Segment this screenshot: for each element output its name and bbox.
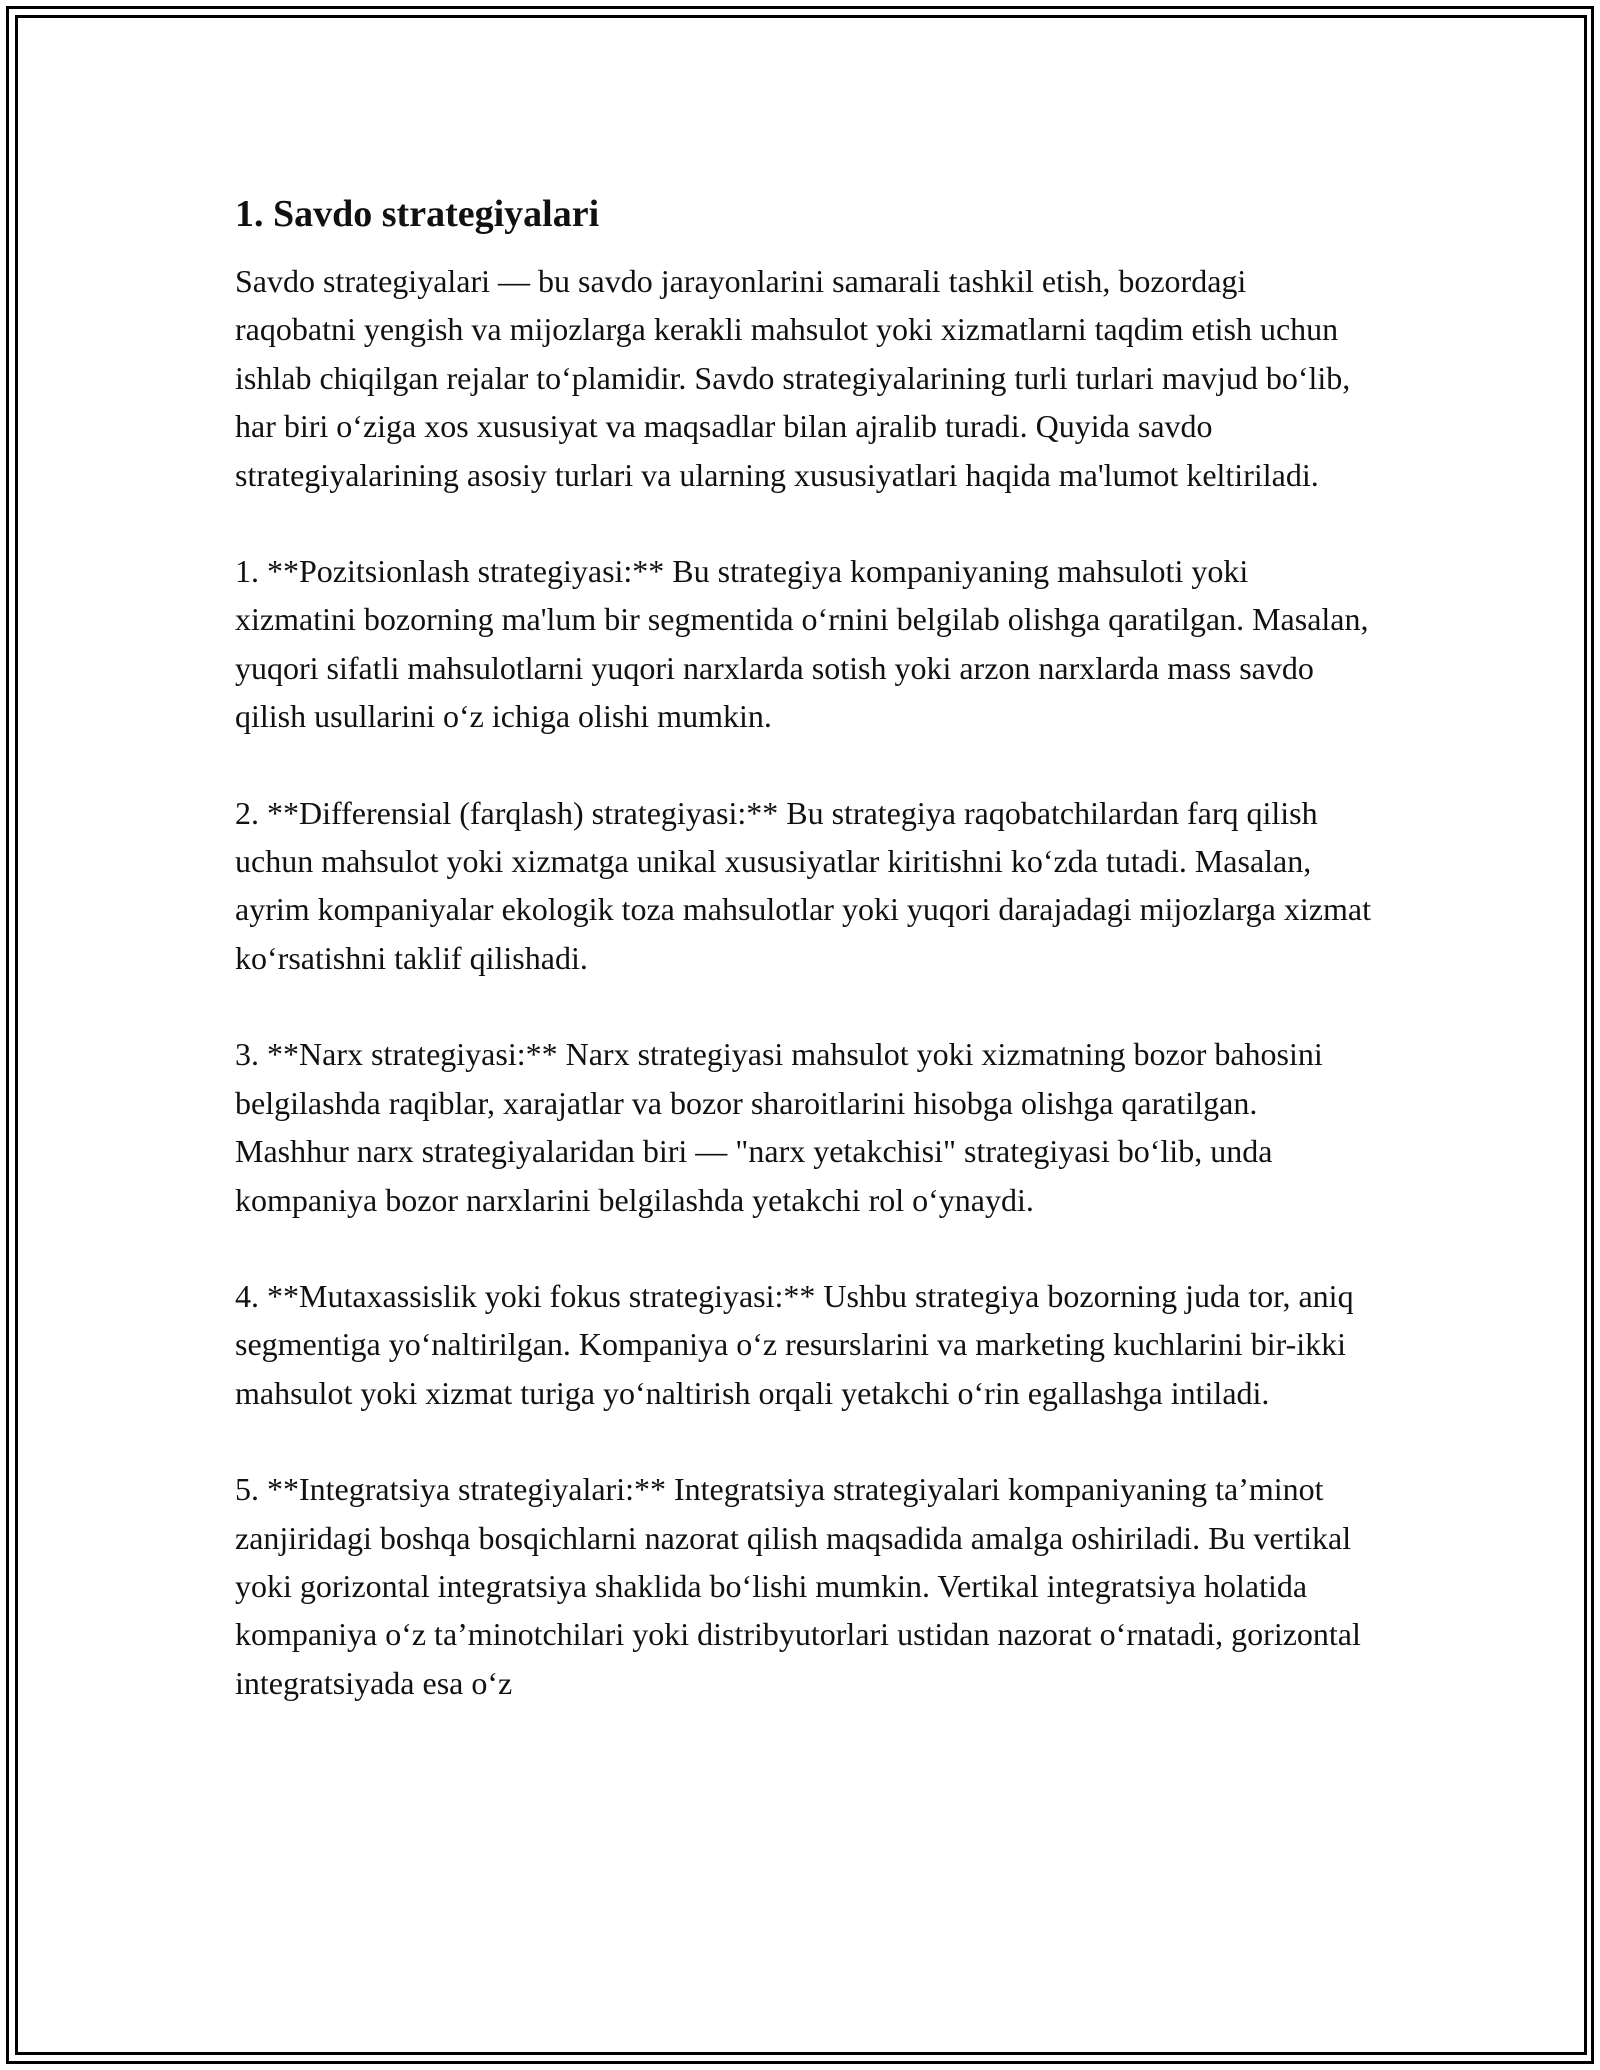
strategy-item-positioning: 1. **Pozitsionlash strategiyasi:** Bu strategiya kompaniyaning mahsuloti yoki xizmatini bozorning ma'lum bir segmentida o‘rnini belgilab olishga qaratilgan. Masalan, yuqori sifatli mahsulotlarni yuqori narxlarda sotish yoki arzon narxlarda mass savdo qilish usullarini o‘z ichiga olishi mumkin. <box>235 553 1369 735</box>
strategy-item-integration: 5. **Integratsiya strategiyalari:** Integratsiya strategiyalari kompaniyaning ta’minot zanjiridagi boshqa bosqichlarni nazorat qilish maqsadida amalga oshiriladi. Bu vertikal yoki gorizontal integratsiya shaklida bo‘lishi mumkin. Vertikal integratsiya holatida kompaniya o‘z ta’minotchilari yoki distribyutorlari ustidan nazorat o‘rnatadi, gorizontal integratsiyada esa o‘z <box>235 1471 1361 1701</box>
intro-paragraph: Savdo strategiyalari — bu savdo jarayonlarini samarali tashkil etish, bozordagi raqobatni yengish va mijozlarga kerakli mahsulot yoki xizmatlarni taqdim etish uchun ishlab chiqilgan rejalar to‘plamidir. Savdo strategiyalarining turli turlari mavjud bo‘lib, har biri o‘ziga xos xususiyat va maqsadlar bilan ajralib turadi. Quyida savdo strategiyalarining asosiy turlari va ularning xususiyatlari haqida ma'lumot keltiriladi. <box>235 263 1351 493</box>
section-heading: 1. Savdo strategiyalari <box>235 193 600 235</box>
document-body <box>235 185 1375 1755</box>
strategy-item-pricing: 3. **Narx strategiyasi:** Narx strategiyasi mahsulot yoki xizmatning bozor bahosini belgilashda raqiblar, xarajatlar va bozor sharoitlarini hisobga olishga qaratilgan. Mashhur narx strategiyalaridan biri — "narx yetakchisi" strategiyasi bo‘lib, unda kompaniya bozor narxlarini belgilashda yetakchi rol o‘ynaydi. <box>235 1036 1323 1218</box>
strategy-item-differentiation: 2. **Differensial (farqlash) strategiyasi:** Bu strategiya raqobatchilardan farq qilish uchun mahsulot yoki xizmatga unikal xususiyatlar kiritishni ko‘zda tutadi. Masalan, ayrim kompaniyalar ekologik toza mahsulotlar yoki yuqori darajadagi mijozlarga xizmat ko‘rsatishni taklif qilishadi. <box>235 794 1371 976</box>
strategy-item-focus: 4. **Mutaxassislik yoki fokus strategiyasi:** Ushbu strategiya bozorning juda tor, aniq segmentiga yo‘naltirilgan. Kompaniya o‘z resurslarini va marketing kuchlarini bir-ikki mahsulot yoki xizmat turiga yo‘naltirish orqali yetakchi o‘rin egallashga intiladi. <box>235 1277 1354 1411</box>
